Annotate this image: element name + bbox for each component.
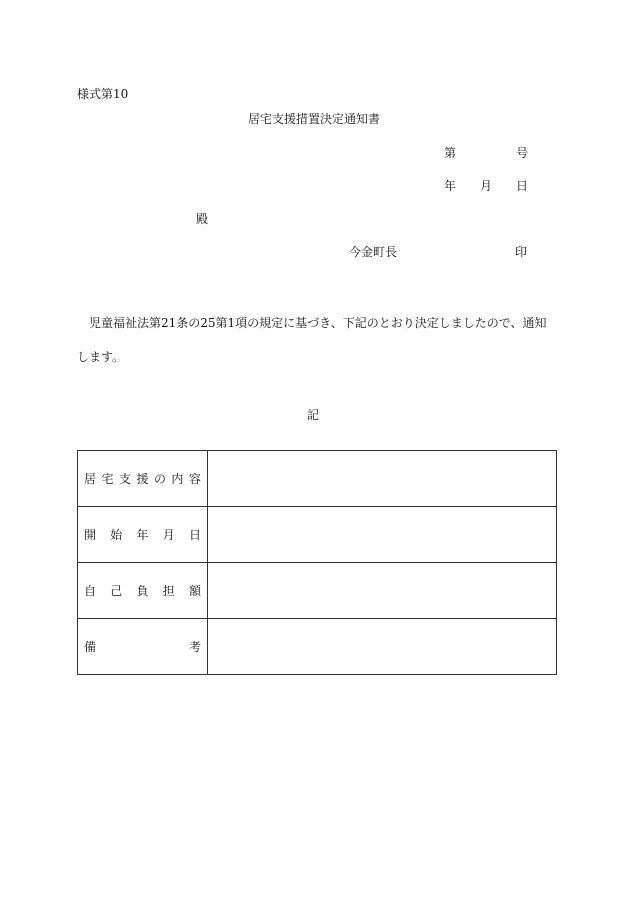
- row-label: 備 考: [84, 640, 201, 654]
- ki-heading: 記: [307, 408, 320, 422]
- table-row: [78, 507, 557, 563]
- date-line: [444, 177, 528, 194]
- day-label: 日: [515, 179, 528, 193]
- row-value-cell[interactable]: [208, 507, 557, 563]
- row-label: 自 己 負 担 額: [84, 584, 201, 598]
- row-label: 開 始 年 月 日: [84, 528, 201, 542]
- table-row: [78, 619, 557, 675]
- document-title: 居宅支援措置決定通知書: [248, 112, 381, 126]
- month-label: 月: [479, 179, 492, 193]
- form-number: 様式第10: [77, 87, 129, 101]
- table-row: [78, 451, 557, 507]
- seal-mark: 印: [515, 245, 528, 259]
- row-label: 居 宅 支 援 の 内 容: [84, 472, 201, 486]
- table-row: [78, 563, 557, 619]
- notice-body: [77, 306, 555, 374]
- row-value-cell[interactable]: [208, 451, 557, 507]
- details-table: [77, 450, 557, 675]
- row-label-cell: [78, 451, 208, 507]
- number-suffix: 号: [515, 146, 528, 160]
- year-label: 年: [444, 179, 457, 193]
- row-label-cell: [78, 619, 208, 675]
- issuer-name: 今金町長: [349, 245, 398, 259]
- number-prefix: 第: [444, 146, 457, 160]
- row-label-cell: [78, 563, 208, 619]
- row-value-cell[interactable]: [208, 563, 557, 619]
- document-number-line: [444, 144, 528, 161]
- row-value-cell[interactable]: [208, 619, 557, 675]
- row-label-cell: [78, 507, 208, 563]
- addressee-honorific: 殿: [196, 212, 209, 226]
- notice-paragraph: 児童福祉法第21条の25第1項の規定に基づき、下記のとおり決定しましたので、通知します。: [77, 316, 547, 364]
